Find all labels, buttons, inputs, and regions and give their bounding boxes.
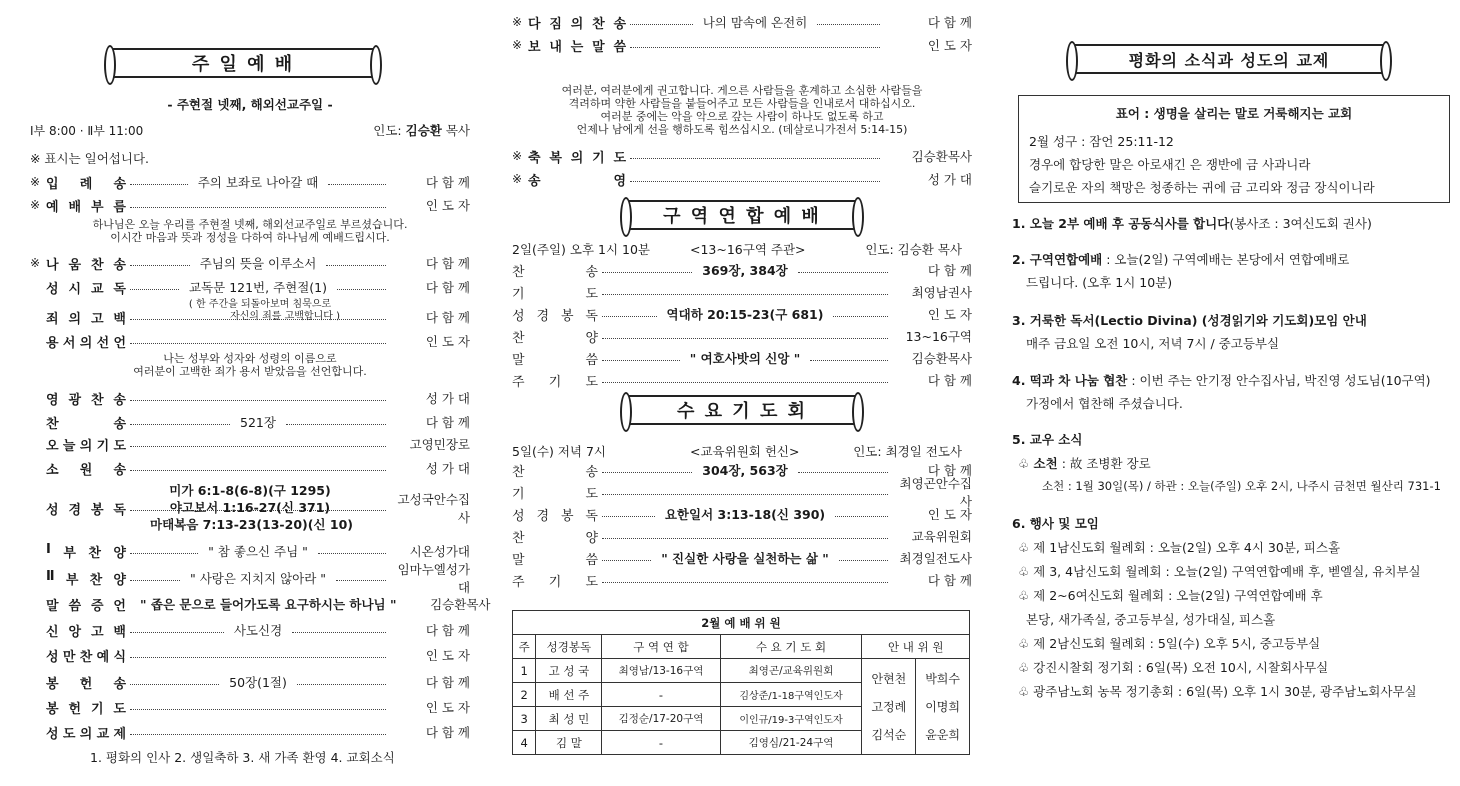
standing-mark: ※ [512, 149, 523, 163]
confession-note [180, 299, 340, 323]
item-person: 인 도 자 [927, 507, 972, 522]
item-label: 축 복 의 기 도 [528, 150, 626, 166]
district-leader: 인도: 김승환 목사 [865, 242, 962, 257]
item-label: 주 기 도 [512, 574, 598, 590]
leader-dots [630, 181, 880, 182]
item-person: 다 함 께 [425, 310, 470, 325]
order-item [30, 331, 470, 351]
leader-dots [130, 470, 386, 471]
usher-name: 이명희 [925, 699, 960, 714]
order-item [30, 458, 470, 478]
announcement-heading: 6. 행사 및 모임 [1012, 516, 1099, 531]
item-person: 교육위원회 [911, 529, 972, 544]
item-label: 예 배 부 름 [46, 199, 126, 215]
announcement-text: : 이번 주는 안기정 안수집사님, 박진영 성도님(10구역) [1127, 373, 1431, 388]
order-item [512, 526, 972, 546]
news-title: 평화의 소식과 성도의 교제 [1128, 50, 1330, 70]
table-caption: 2월 예 배 위 원 [513, 611, 970, 635]
item-label: 소 원 송 [46, 462, 126, 478]
leader-dots [833, 316, 888, 317]
item-person: 다 함 께 [425, 725, 470, 740]
usher-name: 김석순 [871, 727, 907, 742]
item-label: 찬 송 [512, 264, 598, 280]
confession-line: ( 한 주간을 되돌아보며 침묵으로 [188, 299, 332, 310]
leader-dots [337, 289, 386, 290]
leader-dots [130, 343, 386, 344]
item-content: " 참 좋으신 주님 " [208, 544, 308, 559]
absolution-line: 여러분이 고백한 죄가 용서 받았음을 선언합니다. [133, 365, 367, 378]
item-content: 521장 [240, 415, 276, 430]
item-person: 시온성가대 [409, 544, 470, 559]
item-person: 다 함 께 [425, 256, 470, 271]
item-person: 성 가 대 [425, 391, 470, 406]
leader-dots [130, 734, 386, 735]
announcement-line [1042, 478, 1441, 494]
announcement-text: ♧ 광주남노회 농목 정기총회 : 6일(목) 오후 1시 30분, 광주남노회사무실 [1018, 684, 1417, 699]
announcement-line [1018, 586, 1323, 604]
leader-dots [835, 516, 888, 517]
item-person: 인 도 자 [425, 198, 470, 213]
announcement-line [1012, 514, 1099, 532]
call-line: 이시간 마음과 뜻과 정성을 다하여 하나님께 예배드립시다. [110, 231, 390, 244]
leader-dots [602, 472, 692, 473]
announcement-line [1018, 562, 1421, 580]
item-person: 다 함 께 [425, 280, 471, 295]
sunday-worship-title-box [108, 48, 378, 78]
item-content: 50장(1절) [229, 675, 287, 690]
item-person: 최경일전도사 [899, 551, 972, 566]
item-label: 찬 양 [512, 330, 598, 346]
item-person: 다 함 께 [425, 675, 471, 690]
table-cell: 최영곤/교육위원회 [720, 659, 862, 683]
leader-dots [130, 580, 180, 581]
announcement-text: ♧ 제 2남신도회 월례회 : 5일(수) 오후 5시, 중고등부실 [1018, 636, 1321, 651]
call-line: 하나님은 오늘 우리를 주현절 넷째, 해외선교주일로 부르셨습니다. [92, 218, 408, 231]
order-item [512, 476, 972, 509]
table-cell: 이인규/19-3구역인도자 [720, 707, 862, 731]
leader-dots [130, 632, 224, 633]
item-content: 역대하 20:15-23(구 681) [666, 307, 824, 322]
order-item [30, 172, 470, 192]
item-label: 성 경 봉 독 [512, 308, 598, 324]
order-item [30, 412, 470, 432]
wednesday-time: 5일(수) 저녁 7시 [512, 444, 606, 459]
standing-mark: ※ [30, 198, 41, 212]
leader-dots [130, 289, 179, 290]
leader-dots [602, 294, 888, 295]
announcement-text: ♧ 강진시찰회 정기회 : 6일(목) 오전 10시, 시찰회사무실 [1018, 660, 1329, 675]
announcement-heading: 5. 교우 소식 [1012, 432, 1083, 447]
leader-dots [130, 657, 386, 658]
item-person: 고성국안수집사 [397, 492, 470, 525]
usher-name: 윤운희 [925, 727, 960, 742]
district-worship-title: 구 역 연 합 예 배 [663, 206, 821, 227]
standing-mark: ※ [512, 15, 523, 29]
table-cell: 최영남/13-16구역 [602, 659, 720, 683]
leader-dots [839, 560, 888, 561]
announcement-line [1026, 394, 1183, 412]
table-header: 성경봉독 [536, 635, 602, 659]
item-label: 송 영 [528, 173, 626, 189]
announcement-text: ♧ 제 3, 4남신도회 월례회 : 오늘(2일) 구역연합예배 후, 벧엘실, 유치부실 [1018, 564, 1421, 579]
item-label: 찬 송 [46, 416, 126, 432]
item-label: 봉 헌 기 도 [46, 701, 126, 717]
confession-line: 자신의 죄를 고백합니다 ) [229, 311, 340, 322]
item-person: 인 도 자 [425, 700, 470, 715]
order-item [512, 326, 972, 346]
call-to-worship-text [30, 218, 470, 244]
leader-dots [297, 684, 386, 685]
leader-dots [130, 684, 219, 685]
order-item [512, 260, 972, 280]
item-content: 304장, 563장 [702, 463, 788, 478]
table-header: 안 내 위 원 [862, 635, 970, 659]
item-label: 기 도 [512, 486, 598, 502]
reading-line: 마태복음 7:13-23(13-20)(신 10) [150, 517, 353, 532]
item-label: 말 씀 [512, 352, 598, 368]
item-content: 주님의 뜻을 이루소서 [199, 256, 317, 271]
wednesday-leader: 인도: 최경일 전도사 [853, 444, 962, 459]
fellowship-items: 1. 평화의 인사 2. 생일축하 3. 새 가족 환영 4. 교회소식 [90, 750, 395, 765]
leader-dots [798, 272, 888, 273]
sunday-worship-title: 주 일 예 배 [191, 54, 295, 75]
district-worship-title-box [624, 200, 860, 230]
leader-dots [130, 184, 188, 185]
announcement-line [1018, 634, 1320, 652]
absolution-text [30, 352, 470, 378]
item-label: 찬 양 [512, 530, 598, 546]
leader-dots [602, 360, 680, 361]
usher-name: 박희수 [925, 671, 960, 686]
order-item [30, 541, 470, 561]
item-content: " 사랑은 지치지 않아라 " [189, 571, 327, 586]
item-person: 인 도 자 [425, 648, 470, 663]
leader-dots [130, 207, 386, 208]
leader-dots [130, 400, 386, 401]
item-content: 주의 보좌로 나아갈 때 [197, 175, 319, 190]
absolution-line: 나는 성부와 성자와 성령의 이름으로 [163, 352, 337, 365]
leader-dots [318, 553, 386, 554]
item-content: " 좁은 문으로 들어가도록 요구하시는 하나님 " [140, 597, 397, 612]
service-times: Ⅰ부 8:00 · Ⅱ부 11:00 [30, 124, 144, 138]
order-item [30, 645, 470, 665]
item-content: 교독문 121번, 주현절(1) [189, 280, 328, 295]
announcement-text: : 오늘(2일) 구역예배는 본당에서 연합예배로 [1102, 252, 1350, 267]
leader-dots [602, 316, 657, 317]
leader-label: 인도: [373, 123, 402, 138]
item-person: 인 도 자 [927, 307, 972, 322]
item-label: 보 내 는 말 씀 [528, 39, 626, 55]
leader-name: 김승환 [405, 123, 442, 138]
announcement-text: ♧ 제 1남신도회 월례회 : 오늘(2일) 오후 4시 30분, 피스홀 [1018, 540, 1341, 555]
leader-dots [292, 632, 386, 633]
announcement-text: 가정에서 협찬해 주셨습니다. [1026, 396, 1183, 411]
worship-subtitle: - 주현절 넷째, 해외선교주일 - [167, 97, 333, 112]
announcement-heading: ♧ 소천 [1018, 456, 1058, 471]
order-item [30, 697, 470, 717]
leader-dots [336, 580, 386, 581]
item-person: 임마누엘성가대 [397, 562, 471, 595]
table-cell: 2 [513, 683, 536, 707]
item-person: 다 함 께 [425, 175, 471, 190]
item-label: 나 움 찬 송 [46, 257, 126, 273]
table-header: 구 역 연 합 [602, 635, 720, 659]
worship-leader [373, 121, 470, 139]
wednesday-host: <교육위원회 헌신> [690, 444, 800, 459]
announcement-line [1012, 214, 1372, 232]
standing-note: ※ 표시는 일어섭니다. [30, 151, 149, 166]
announcement-line [1026, 610, 1275, 628]
announcement-line [1012, 371, 1431, 389]
monthly-verse [1029, 130, 1439, 199]
announcement-text: 소천 : 1월 30일(목) / 하관 : 오늘(주일) 오후 2시, 나주시 금천면 월산리 731-1 [1042, 479, 1441, 493]
order-item [512, 548, 972, 568]
order-item [512, 282, 972, 302]
order-item [512, 570, 972, 590]
leader-dots [602, 382, 888, 383]
table-header: 주 [513, 635, 536, 659]
item-content: 369장, 384장 [702, 263, 788, 278]
table-cell: 4 [513, 731, 536, 755]
district-host: <13~16구역 주관> [690, 242, 806, 257]
announcement-heading: 3. 거룩한 독서(Lectio Divina) (성경읽기와 기도회)모임 안내 [1012, 313, 1367, 328]
standing-mark: ※ [30, 256, 41, 270]
leader-dots [630, 47, 880, 48]
item-person: 김승환목사 [430, 597, 491, 612]
announcement-line [1026, 273, 1172, 291]
item-label: 성 경 봉 독 [512, 508, 598, 524]
table-cell: 최 성 민 [536, 707, 602, 731]
item-person: 인 도 자 [927, 38, 972, 53]
item-person: 다 함 께 [927, 373, 972, 388]
item-person: 최영곤안수집사 [899, 476, 972, 509]
table-cell: 3 [513, 707, 536, 731]
table-header: 수 요 기 도 회 [720, 635, 862, 659]
verse-line: 슬기로운 자의 책망은 청종하는 귀에 금 고리와 정금 장식이니라 [1029, 180, 1375, 195]
item-person: 성 가 대 [425, 461, 470, 476]
announcement-text: (봉사조 : 3여신도회 권사) [1229, 216, 1372, 231]
district-time: 2일(주일) 오후 1시 10분 [512, 242, 651, 257]
item-label: 용 서 의 선 언 [46, 335, 126, 351]
item-person: 다 함 께 [425, 623, 470, 638]
announcement-line [1018, 538, 1340, 556]
item-label: Ⅰ 부 찬 양 [46, 541, 126, 561]
item-label: 입 례 송 [46, 176, 126, 192]
usher-name: 안현천 [871, 671, 907, 686]
item-label: 성 도 의 교 제 [46, 726, 126, 742]
february-committee-table [512, 610, 970, 755]
item-label: 다 짐 의 찬 송 [528, 16, 626, 32]
item-label: 신 앙 고 백 [46, 624, 126, 640]
leader-dots [286, 424, 386, 425]
reading-line: 미가 6:1-8(6-8)(구 1295) [169, 483, 331, 498]
announcement-line [1012, 430, 1082, 448]
announcement-line [1018, 658, 1328, 676]
announcement-text: 드립니다. (오후 1시 10분) [1026, 275, 1173, 290]
sending-line: 여러분 중에는 악을 악으로 갚는 사람이 하나도 없도록 하고 [600, 110, 884, 123]
leader-dots [130, 424, 230, 425]
item-label: 성 경 봉 독 [46, 502, 126, 518]
order-item [512, 12, 972, 32]
leader-dots [602, 272, 692, 273]
item-label: 기 도 [512, 286, 598, 302]
leader-dots [630, 158, 880, 159]
sending-line: 격려하며 약한 사람들을 붙들어주고 모든 사람들을 인내로서 대하십시오. [568, 97, 916, 110]
verse-line: 2월 성구 : 잠언 25:11-12 [1029, 134, 1174, 149]
announcement-line [1018, 454, 1151, 472]
table-cell: 1 [513, 659, 536, 683]
announcement-line [1026, 334, 1279, 352]
leader-dots [602, 538, 888, 539]
announcement-line [1012, 311, 1367, 329]
order-item [30, 594, 491, 614]
table-row [513, 659, 970, 683]
sending-line: 여러분, 여러분에게 권고합니다. 게으른 사람들을 훈계하고 소심한 사람들을 [561, 84, 923, 97]
item-label: 성 시 교 독 [46, 281, 126, 297]
order-item [30, 434, 470, 454]
table-cell: - [602, 683, 720, 707]
ushers-cell-a [862, 659, 916, 755]
item-content: " 진실한 사랑을 실천하는 삶 " [661, 551, 829, 566]
leader-title: 목사 [445, 123, 470, 138]
leader-dots [602, 338, 888, 339]
item-person: 김승환목사 [911, 149, 972, 164]
news-title-box [1070, 44, 1388, 74]
table-cell: 배 선 주 [536, 683, 602, 707]
leader-dots [328, 184, 386, 185]
table-cell: 김영심/21-24구역 [720, 731, 862, 755]
table-cell: 고 성 국 [536, 659, 602, 683]
item-label: 오 늘 의 기 도 [46, 438, 126, 454]
motto-title: 표어 : 생명을 살리는 말로 거룩해지는 교회 [1115, 106, 1353, 121]
item-content: 사도신경 [233, 623, 283, 638]
leader-dots [798, 472, 888, 473]
item-label: 말 씀 [512, 552, 598, 568]
ushers-cell-b [916, 659, 970, 755]
standing-mark: ※ [30, 175, 41, 189]
standing-mark: ※ [512, 38, 523, 52]
leader-dots [130, 446, 386, 447]
order-item [512, 35, 972, 55]
item-label: 찬 송 [512, 464, 598, 480]
item-label: 영 광 찬 송 [46, 392, 126, 408]
motto-box [1018, 95, 1450, 203]
announcement-heading: 1. 오늘 2부 예배 후 공동식사를 합니다 [1012, 216, 1230, 231]
order-item [512, 146, 972, 166]
leader-dots [602, 516, 655, 517]
leader-dots [130, 553, 198, 554]
table-cell: - [602, 731, 720, 755]
item-person: 다 함 께 [927, 573, 972, 588]
announcement-heading: 2. 구역연합예배 [1012, 252, 1103, 267]
item-content: 나의 맘속에 온전히 [702, 15, 808, 30]
leader-dots [130, 265, 190, 266]
order-item [30, 277, 470, 297]
leader-dots [602, 560, 651, 561]
item-label: 성 만 찬 예 식 [46, 649, 126, 665]
item-person: 다 함 께 [927, 463, 972, 478]
announcement-text: 매주 금요일 오전 10시, 저녁 7시 / 중고등부실 [1026, 336, 1280, 351]
item-person: 김승환목사 [911, 351, 973, 366]
item-person: 인 도 자 [425, 334, 470, 349]
announcement-text: ♧ 제 2~6여신도회 월례회 : 오늘(2일) 구역연합예배 후 [1018, 588, 1323, 603]
item-person: 최영남권사 [911, 285, 972, 300]
order-item [512, 370, 972, 390]
order-item [512, 504, 972, 524]
item-person: 13~16구역 [905, 329, 972, 344]
announcement-line [1012, 250, 1349, 268]
item-label: 말 씀 증 언 [46, 598, 126, 614]
item-person: 다 함 께 [425, 415, 470, 430]
announcement-text: : 故 조병환 장로 [1057, 456, 1151, 471]
leader-dots [130, 709, 386, 710]
announcement-heading: 4. 떡과 차 나눔 협찬 [1012, 373, 1128, 388]
table-cell: 김정순/17-20구역 [602, 707, 720, 731]
leader-dots [630, 24, 693, 25]
item-person: 고영민장로 [409, 437, 470, 452]
leader-dots [326, 265, 386, 266]
leader-dots [810, 360, 888, 361]
order-item [512, 304, 972, 324]
leader-dots [602, 494, 888, 495]
order-item [30, 253, 470, 273]
order-item [30, 722, 470, 742]
leader-dots [817, 24, 880, 25]
standing-mark: ※ [512, 172, 523, 186]
item-label: Ⅱ 부 찬 양 [46, 568, 126, 588]
item-content: " 여호사밧의 신앙 " [689, 351, 801, 366]
item-person: 다 함 께 [927, 15, 972, 30]
sending-line: 언제나 남에게 선을 행하도록 힘쓰십시오. (데살로니가전서 5:14-15) [576, 123, 908, 136]
item-label: 죄 의 고 백 [46, 311, 126, 327]
announcement-line [1018, 682, 1417, 700]
item-person: 성 가 대 [927, 172, 972, 187]
order-item [512, 348, 972, 368]
wednesday-prayer-title: 수 요 기 도 회 [676, 401, 807, 422]
table-cell: 김상준/1-18구역인도자 [720, 683, 862, 707]
reading-line: 야고보서 1:16-27(신 371) [169, 500, 331, 515]
order-item [512, 169, 972, 189]
wednesday-prayer-title-box [624, 395, 860, 425]
usher-name: 고정례 [871, 699, 907, 714]
order-item [30, 195, 470, 215]
item-content: 요한일서 3:13-18(신 390) [664, 507, 826, 522]
order-item [30, 620, 470, 640]
verse-line: 경우에 합당한 말은 아로새긴 은 쟁반에 금 사과니라 [1029, 157, 1311, 172]
announcement-text: 본당, 새가족실, 중고등부실, 성가대실, 피스홀 [1026, 612, 1276, 627]
table-header-row [513, 635, 970, 659]
order-item [30, 672, 470, 692]
item-person: 다 함 께 [927, 263, 972, 278]
item-label: 주 기 도 [512, 374, 598, 390]
order-item [30, 388, 470, 408]
scripture-readings [150, 482, 353, 533]
sending-words [512, 84, 972, 136]
order-item [30, 562, 471, 595]
table-cell: 김 말 [536, 731, 602, 755]
leader-dots [602, 582, 888, 583]
item-label: 봉 헌 송 [46, 676, 126, 692]
